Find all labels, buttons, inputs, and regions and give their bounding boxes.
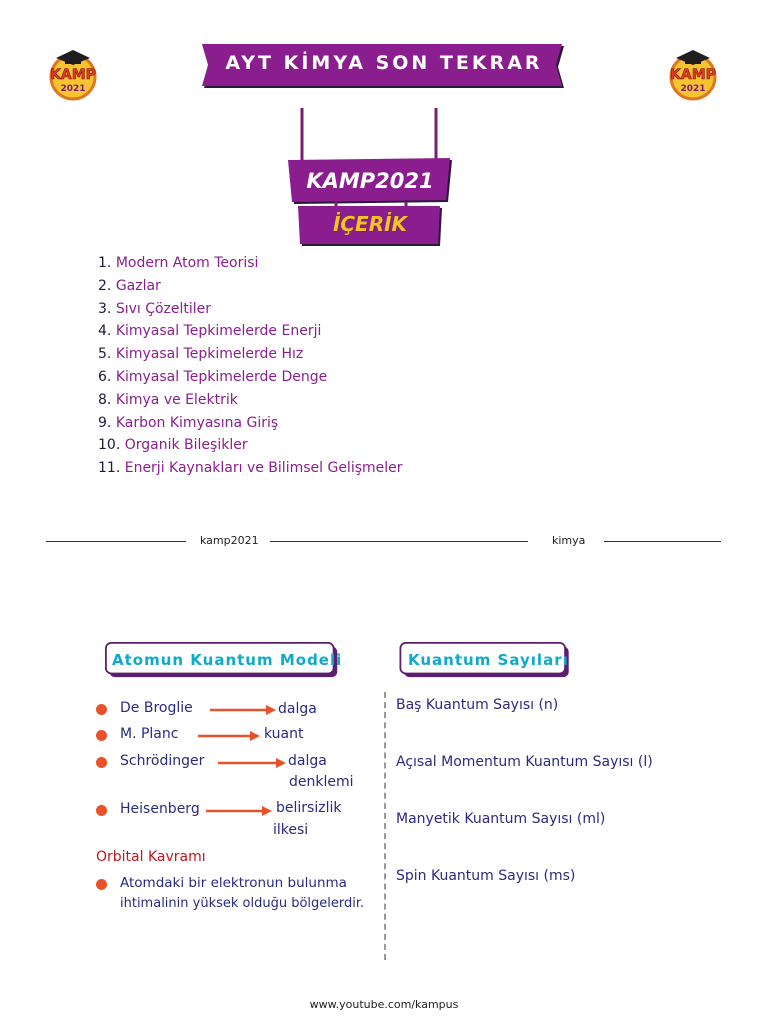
item-number: 4. [98,323,112,340]
list-item [98,320,403,343]
quantum-number-principal: Baş Kuantum Sayısı (n) [396,697,559,713]
model-result: dalga [288,753,327,769]
svg-text:2021: 2021 [680,84,706,94]
footer-rule-left [46,541,186,542]
svg-text:2021: 2021 [60,84,86,94]
orbital-heading: Orbital Kavramı [96,849,206,865]
quantum-number-magnetic: Manyetik Kuantum Sayısı (ml) [396,811,606,827]
item-number: 9. [98,414,112,431]
scientist-name: M. Planc [120,726,179,742]
arrow-right-icon [218,756,286,770]
model-result-line2: denklemi [289,774,354,790]
page-title: AYT KİMYA SON TEKRAR [225,52,543,74]
scientist-name: De Broglie [120,700,193,716]
item-number: 6. [98,368,112,385]
arrow-right-icon [206,804,272,818]
svg-text:KAMP: KAMP [670,67,716,83]
item-number: 1. [98,255,112,271]
list-item [98,434,403,457]
svg-text:KAMP: KAMP [50,67,96,83]
scientist-name: Schrödinger [120,753,205,769]
sign-subtitle: İÇERİK [332,212,408,236]
footer-rule-middle [270,541,528,542]
item-label: Enerji Kaynakları ve Bilimsel Gelişmeler [124,460,403,477]
item-label: Karbon Kimyasına Giriş [115,414,279,431]
item-number: 10. [98,437,121,454]
arrow-right-icon [210,703,276,717]
item-label: Kimya ve Elektrik [115,391,238,408]
scientist-name: Heisenberg [120,801,200,817]
list-item [98,298,403,321]
section-title-quantum-numbers: Kuantum Sayıları [408,651,569,669]
item-number: 2. [98,277,112,294]
list-item [98,366,403,389]
item-label: Kimyasal Tepkimelerde Denge [115,368,328,385]
model-result: dalga [278,701,317,717]
orbital-definition-line2: ihtimalinin yüksek olduğu bölgelerdir. [120,896,365,911]
list-item [98,343,403,366]
list-item [98,252,403,275]
footer-label-right: kimya [552,534,586,547]
item-label: Modern Atom Teorisi [115,255,259,271]
model-result: belirsizlik [276,800,342,816]
kamp-logo-right [664,44,722,102]
list-item [98,457,403,480]
bullet-icon [96,730,107,741]
contents-list [98,252,403,480]
sign-title: KAMP2021 [306,169,434,193]
model-result-line2: ilkesi [273,822,309,838]
quantum-number-angular: Açısal Momentum Kuantum Sayısı (l) [396,754,653,770]
column-divider [384,692,386,960]
model-result: kuant [264,726,304,742]
item-number: 11. [98,460,121,477]
orbital-definition-line1: Atomdaki bir elektronun bulunma [120,875,347,891]
item-number: 3. [98,300,112,317]
item-label: Sıvı Çözeltiler [115,300,212,317]
footer-rule-right [604,541,721,542]
item-label: Gazlar [115,277,161,294]
kamp-logo-left [44,44,102,102]
item-number: 8. [98,391,112,408]
item-label: Organik Bileşikler [124,437,248,454]
quantum-number-spin: Spin Kuantum Sayısı (ms) [396,868,576,884]
footer-label-left: kamp2021 [200,534,259,547]
bullet-icon [96,879,107,890]
section-title-atom-model: Atomun Kuantum Modeli [112,651,343,669]
list-item [98,389,403,412]
arrow-right-icon [198,729,260,743]
item-label: Kimyasal Tepkimelerde Enerji [115,323,322,340]
bullet-icon [96,757,107,768]
bullet-icon [96,805,107,816]
item-number: 5. [98,346,112,363]
list-item [98,275,403,298]
bullet-icon [96,704,107,715]
footer-url: www.youtube.com/kampus [309,998,459,1011]
list-item [98,412,403,435]
item-label: Kimyasal Tepkimelerde Hız [115,346,304,363]
